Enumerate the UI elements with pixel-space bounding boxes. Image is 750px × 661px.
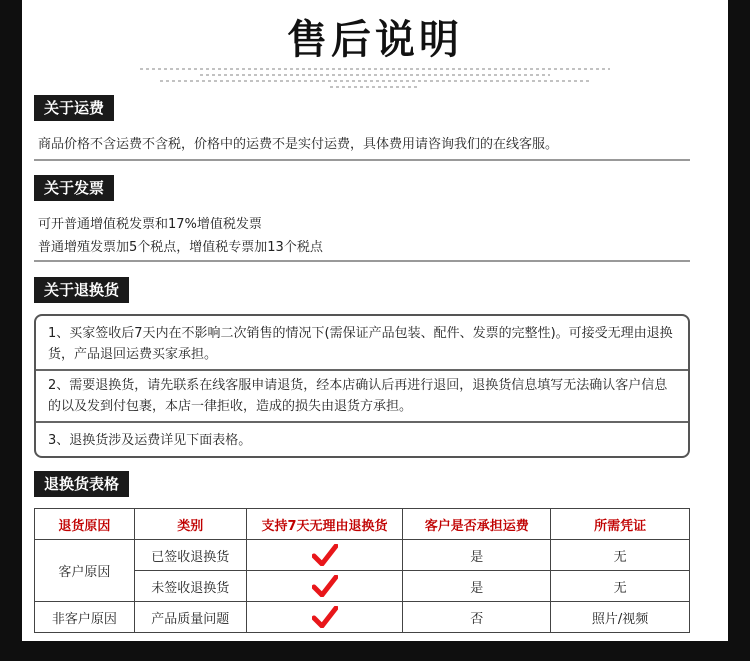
divider: [34, 260, 690, 262]
category-cell: 未签收退换货: [134, 571, 246, 602]
category-cell: 产品质量问题: [134, 602, 246, 633]
returns-item: 1、买家签收后7天内在不影响二次销售的情况下(需保证产品包装、配件、发票的完整性)。可接受无理由退换货，产品退回运费买家承担。: [48, 326, 673, 362]
proof-cell: 无: [551, 571, 690, 602]
charge-cell: 是: [403, 540, 551, 571]
returns-item: 2、需要退换货，请先联系在线客服申请退货，经本店确认后再进行退回，退换货信息填写无法确认客户信息的以及发到付包裹，本店一律拒收，造成的损失由退货方承担。: [48, 378, 668, 414]
category-cell: 已签收退换货: [134, 540, 246, 571]
divider: [36, 421, 688, 423]
reason-cell: 客户原因: [35, 540, 135, 602]
divider: [34, 159, 690, 161]
header-cell: 类别: [134, 509, 246, 540]
support-cell: [246, 602, 403, 633]
header-cell: 客户是否承担运费: [403, 509, 551, 540]
frame-right: [728, 0, 750, 661]
table-row: [35, 602, 690, 633]
table-header-row: [35, 509, 690, 540]
charge-cell: 否: [403, 602, 551, 633]
section-label-shipping: 关于运费: [34, 95, 114, 121]
divider: [36, 369, 688, 371]
header-cell: 支持7天无理由退换货: [246, 509, 403, 540]
charge-cell: 是: [403, 571, 551, 602]
support-cell: [246, 540, 403, 571]
reason-cell: 非客户原因: [35, 602, 135, 633]
returns-table: [34, 508, 690, 633]
decorative-subtitle-line: [140, 68, 610, 70]
invoice-line: 可开普通增值税发票和17%增值税发票: [38, 217, 262, 232]
support-cell: [246, 571, 403, 602]
section-label-returns: 关于退换货: [34, 277, 129, 303]
decorative-subtitle-line: [200, 74, 550, 76]
shipping-text: 商品价格不含运费不含税，价格中的运费不是实付运费，具体费用请咨询我们的在线客服。: [38, 137, 559, 152]
proof-cell: 无: [551, 540, 690, 571]
proof-cell: 照片/视频: [551, 602, 690, 633]
checkmark-icon: [312, 606, 338, 628]
table-row: [35, 540, 690, 571]
header-cell: 退货原因: [35, 509, 135, 540]
section-label-invoice: 关于发票: [34, 175, 114, 201]
returns-item: 3、退换货涉及运费详见下面表格。: [48, 433, 252, 448]
section-label-table: 退换货表格: [34, 471, 129, 497]
decorative-subtitle-line: [330, 86, 420, 88]
frame-bottom: [0, 641, 750, 661]
frame-left: [0, 0, 22, 661]
checkmark-icon: [312, 575, 338, 597]
decorative-subtitle-line: [160, 80, 590, 82]
invoice-line: 普通增殖发票加5个税点，增值税专票加13个税点: [38, 240, 323, 255]
page-title: 售后说明: [287, 17, 463, 63]
header-cell: 所需凭证: [551, 509, 690, 540]
checkmark-icon: [312, 544, 338, 566]
